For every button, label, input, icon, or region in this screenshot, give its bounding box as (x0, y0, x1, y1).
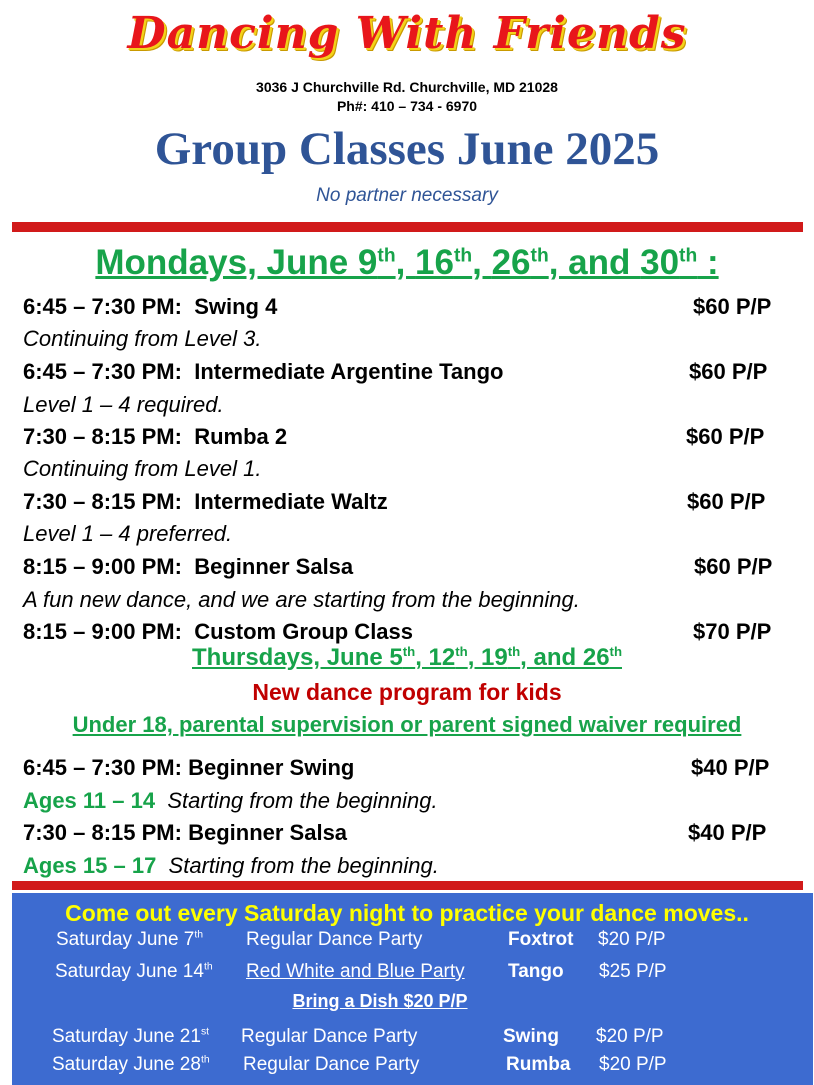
dish-note: Bring a Dish $20 P/P (292, 991, 468, 1011)
monday-class-rumba-2: 7:30 – 8:15 PM: Rumba 2 (23, 424, 288, 449)
monday-class-price: $60 P/P (693, 294, 772, 319)
party-dance: Tango (508, 961, 564, 982)
party-event: Regular Dance Party (246, 929, 423, 950)
kids-program-title: New dance program for kids (252, 679, 562, 705)
monday-class-waltz: 7:30 – 8:15 PM: Intermediate Waltz (23, 489, 388, 514)
party-price: $25 P/P (599, 961, 667, 982)
page-title: Group Classes June 2025 (154, 123, 660, 175)
monday-class-beginner-salsa: 8:15 – 9:00 PM: Beginner Salsa (23, 554, 354, 579)
monday-class-custom-group: 8:15 – 9:00 PM: Custom Group Class (23, 619, 414, 644)
party-dance: Swing (503, 1026, 559, 1047)
monday-class-note: Level 1 – 4 required. (23, 392, 224, 417)
monday-class-price: $60 P/P (689, 359, 768, 384)
thursday-class-note: Ages 15 – 17 Starting from the beginning. (23, 853, 439, 878)
age-range: Ages 11 – 14 (23, 788, 156, 813)
party-date: Saturday June 7th (56, 929, 204, 950)
monday-class-price: $60 P/P (687, 489, 766, 514)
monday-class-price: $70 P/P (693, 619, 772, 644)
saturday-headline: Come out every Saturday night to practice your dance moves.. (65, 900, 749, 926)
thursday-class-beginner-swing: 6:45 – 7:30 PM: Beginner Swing (23, 755, 355, 780)
logo: Dancing With Friends (127, 8, 687, 59)
party-date: Saturday June 28th (52, 1054, 210, 1075)
address: 3036 J Churchville Rd. Churchville, MD 21028 (256, 79, 558, 95)
party-event: Regular Dance Party (243, 1054, 420, 1075)
party-dance: Rumba (506, 1054, 571, 1075)
thursdays-heading: Thursdays, June 5th, 12th, 19th, and 26th (192, 644, 622, 671)
kids-requirement: Under 18, parental supervision or parent signed waiver required (72, 712, 742, 737)
party-event: Red White and Blue Party (246, 961, 465, 982)
party-event: Regular Dance Party (241, 1026, 418, 1047)
monday-class-price: $60 P/P (686, 424, 765, 449)
party-price: $20 P/P (596, 1026, 664, 1047)
phone-number: Ph#: 410 – 734 - 6970 (336, 98, 478, 114)
monday-class-swing-4: 6:45 – 7:30 PM: Swing 4 (23, 294, 278, 319)
thursday-class-beginner-salsa: 7:30 – 8:15 PM: Beginner Salsa (23, 820, 348, 845)
age-range: Ages 15 – 17 (23, 853, 157, 878)
party-price: $20 P/P (599, 1054, 667, 1075)
mondays-heading: Mondays, June 9th, 16th, 26th, and 30th : (95, 243, 719, 282)
top-divider (12, 222, 803, 232)
bottom-divider (12, 881, 803, 890)
thursday-class-price: $40 P/P (691, 755, 770, 780)
party-date: Saturday June 14th (55, 961, 213, 982)
monday-class-price: $60 P/P (694, 554, 773, 579)
party-dance: Foxtrot (508, 929, 574, 950)
party-date: Saturday June 21st (52, 1026, 210, 1047)
thursday-class-note: Ages 11 – 14 Starting from the beginning. (23, 788, 438, 813)
page-subtitle: No partner necessary (316, 185, 498, 206)
monday-class-note: Level 1 – 4 preferred. (23, 521, 233, 546)
party-price: $20 P/P (598, 929, 666, 950)
monday-class-argentine-tango: 6:45 – 7:30 PM: Intermediate Argentine Tango (23, 359, 504, 384)
monday-class-note: Continuing from Level 3. (23, 326, 262, 351)
monday-class-note: Continuing from Level 1. (23, 456, 262, 481)
thursday-class-price: $40 P/P (688, 820, 767, 845)
monday-class-note: A fun new dance, and we are starting from the beginning. (23, 587, 580, 612)
